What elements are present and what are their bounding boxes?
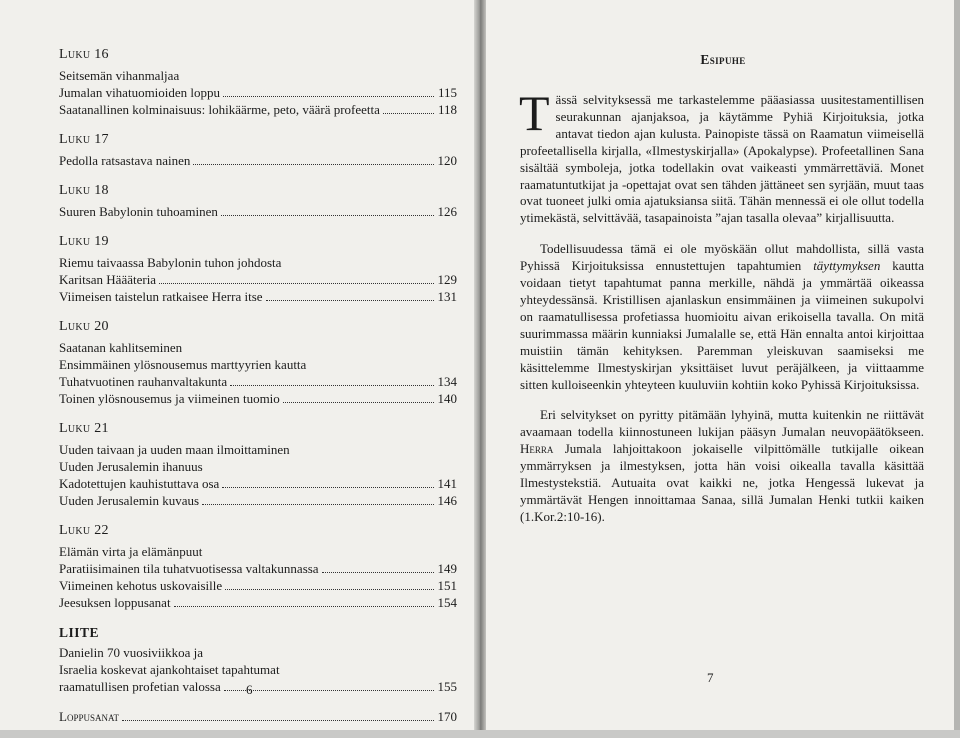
- chapter-heading: Luku 21: [59, 421, 109, 436]
- foreword-title: Esipuhe: [700, 52, 746, 67]
- toc-entry-title: Tuhatvuotinen rauhanvaltakunta: [59, 374, 228, 389]
- foreword-paragraph-1: [519, 85, 924, 227]
- toc-chapter-group: [59, 46, 457, 118]
- page-number-right: 7: [707, 670, 714, 685]
- dot-leader: [193, 153, 434, 165]
- toc-entry: [59, 577, 457, 594]
- toc-chapter-group: [59, 182, 457, 220]
- chapter-heading: Luku 20: [59, 319, 109, 334]
- dot-leader: [223, 85, 434, 97]
- toc-entry: [59, 492, 457, 509]
- dot-leader: [202, 493, 434, 505]
- dot-leader: [383, 102, 434, 114]
- toc-entry-title: Jeesuksen loppusanat: [59, 595, 171, 610]
- appendix-group: [59, 624, 457, 695]
- toc-entry-title: Uuden taivaan ja uuden maan ilmoittaminen: [59, 442, 290, 457]
- toc-entry-title: Uuden Jerusalemin kuvaus: [59, 493, 200, 508]
- paragraph-3-text-b: Jumala lahjoittakoon jokaiselle vilpittömälle tutkijalle oikean ymmärryksen ja ilmestyksen, jotta hän voisi oikealla tavalla käsittää Ilmestystekstiä. Autuaita ovat kaikki ne, jotka Hengessä lukevat ja ymmärtävät Hengen innoittamaa Sanaa, sillä Jumalan Henki tutkii kaiken (1.Kor.2:10-16).: [520, 441, 924, 524]
- toc-entry-title: Toinen ylösnousemus ja viimeinen tuomio: [59, 391, 280, 406]
- paragraph-2-text-b: kautta voidaan tietyt tapahtumat panna merkille, nähdä ja ymmärtää oikeassa yhteydessänsä. Kristillisen ajanlaskun ensimmäinen ja viimeinen sukupolvi on raamatullisessa profetiassa huomioitu aivan erikoisella tavalla. On mitä suurimmassa määrin kunniaksi Jumalalle se, että Hän ennalta antoi kirjoittaa muistiin tämän kehityksen. Paremman yleiskuvan saamiseksi me käsittelemme Ilmestyskirjan yksittäiset luvut peräjälkeen, ja viittaamme sitten kulloiseenkin yhteyteen kuuluviin kohtiin koko Pyhissä Kirjoituksissa.: [520, 258, 925, 392]
- toc-entry-title: Seitsemän vihanmaljaa: [59, 68, 180, 83]
- toc-entry-title: Pedolla ratsastava nainen: [59, 153, 191, 168]
- toc-page-number: 154: [437, 595, 457, 610]
- left-page: [0, 0, 474, 730]
- toc-page-number: 146: [437, 493, 457, 508]
- table-of-contents: [59, 46, 457, 738]
- dot-leader: [283, 391, 434, 403]
- dot-leader: [230, 374, 434, 386]
- toc-page-number: 170: [437, 709, 457, 724]
- appendix-heading: LIITE: [59, 625, 100, 640]
- toc-entry: [59, 356, 457, 373]
- paragraph-1-text: ässä selvityksessä me tarkastelemme pääasiassa uusitestamentillisen seurakunnan ajanjaksoa, ja käytämme Pyhiä Kirjoituksia, jotka antavat tiedon ajan kulusta. Painopiste tässä on Raamatun viimeisellä profeetallisella kirjalla, «Ilmestyskirjalla» (Apokalypse). Profeetallinen Sana sisältää symboleja, jotka todellakin ovat vaikeasti ymmärrettäviä. Monet raamatuntutkijat ja -opettajat ovat sen tähden jättäneet sen syrjään, muut taas ovat tuoneet julki omia ajatuksiansa siitä. Tähän mennessä ei ole ollut todella ytimekästä, selvittävää, tasapainoista ”ajan tasalla olevaa” kirjallisuutta.: [520, 92, 924, 226]
- toc-entry: [59, 678, 457, 695]
- toc-entry: [59, 203, 457, 220]
- toc-entry: [59, 644, 457, 661]
- toc-page-number: 134: [437, 374, 457, 389]
- toc-entry-title: Ensimmäinen ylösnousemus marttyyrien kautta: [59, 357, 307, 372]
- toc-entry: [59, 288, 457, 305]
- drop-cap-letter: T: [519, 85, 550, 141]
- toc-entry-title: Israelia koskevat ajankohtaiset tapahtumat: [59, 662, 280, 677]
- toc-entry: [59, 84, 457, 101]
- toc-entry: [59, 271, 457, 288]
- toc-entry: [59, 708, 457, 725]
- toc-page-number: 115: [437, 85, 457, 100]
- toc-entry-title: Elämän virta ja elämänpuut: [59, 544, 203, 559]
- toc-chapter-group: [59, 318, 457, 407]
- toc-entry: [59, 101, 457, 118]
- toc-page-number: 129: [437, 272, 457, 287]
- toc-page-number: 155: [437, 679, 457, 694]
- foreword-body: [519, 85, 925, 540]
- toc-entry-title: Jumalan vihatuomioiden loppu: [59, 85, 221, 100]
- dot-leader: [224, 679, 434, 691]
- dot-leader: [159, 272, 434, 284]
- toc-page-number: 131: [437, 289, 457, 304]
- book-gutter: [474, 0, 486, 730]
- toc-entry: [59, 390, 457, 407]
- chapter-heading: Luku 19: [59, 234, 109, 249]
- book-edge: [954, 0, 960, 730]
- dot-leader: [222, 476, 434, 488]
- chapter-heading: Luku 17: [59, 132, 109, 147]
- toc-page-number: 120: [437, 153, 457, 168]
- dot-leader: [322, 561, 434, 573]
- toc-entry: [59, 67, 457, 84]
- toc-chapter-group: [59, 420, 457, 509]
- toc-page-number: 126: [437, 204, 457, 219]
- toc-entry: [59, 254, 457, 271]
- toc-entry: [59, 475, 457, 492]
- toc-page-number: 141: [437, 476, 457, 491]
- toc-page-number: 118: [437, 102, 457, 117]
- toc-entry-title: Kadotettujen kauhistuttava osa: [59, 476, 220, 491]
- right-page: [486, 0, 960, 730]
- toc-entry: [59, 373, 457, 390]
- dot-leader: [122, 709, 434, 721]
- toc-entry: [59, 543, 457, 560]
- toc-entry-title: Uuden Jerusalemin ihanuus: [59, 459, 203, 474]
- toc-chapter-group: [59, 233, 457, 305]
- toc-page-number: 151: [437, 578, 457, 593]
- toc-entry: [59, 560, 457, 577]
- toc-entry: [59, 441, 457, 458]
- toc-entry: [59, 661, 457, 678]
- toc-entry: [59, 152, 457, 169]
- toc-entry: [59, 594, 457, 611]
- dot-leader: [266, 289, 434, 301]
- closing-group: [59, 708, 457, 725]
- toc-entry: [59, 339, 457, 356]
- toc-entry-title: Saatanan kahlitseminen: [59, 340, 183, 355]
- toc-page-number: 140: [437, 391, 457, 406]
- paragraph-2-italic-word: täyttymyksen: [813, 258, 881, 274]
- toc-entry-title: raamatullisen profetian valossa: [59, 679, 221, 694]
- toc-entry-title: Loppusanat: [59, 709, 119, 724]
- paragraph-3-herra: Herra: [520, 441, 554, 457]
- paragraph-3-text-a: Eri selvitykset on pyritty pitämään lyhyinä, mutta kuitenkin ne riittävät avaamaan todella kiinnostuneen lukijan pääsyn Jumalan neuvopäätökseen.: [520, 407, 924, 440]
- toc-entry: [59, 458, 457, 475]
- toc-entry-title: Karitsan Häääteria: [59, 272, 157, 287]
- toc-entry-title: Paratiisimainen tila tuhatvuotisessa valtakunnassa: [59, 561, 319, 576]
- chapter-heading: Luku 16: [59, 47, 109, 62]
- toc-entry-title: Saatanallinen kolminaisuus: lohikäärme, peto, väärä profeetta: [59, 102, 380, 117]
- dot-leader: [225, 578, 434, 590]
- toc-entry-title: Viimeinen kehotus uskovaisille: [59, 578, 223, 593]
- chapter-heading: Luku 22: [59, 523, 109, 538]
- toc-chapter-group: [59, 131, 457, 169]
- toc-chapter-group: [59, 522, 457, 611]
- paragraph-2-text-a: Todellisuudessa tämä ei ole myöskään ollut mahdollista, sillä vasta Pyhissä Kirjoituksissa ennustettujen tapahtumien: [520, 241, 924, 274]
- toc-entry-title: Viimeisen taistelun ratkaisee Herra itse: [59, 289, 263, 304]
- dot-leader: [221, 204, 434, 216]
- foreword-paragraph-2: [520, 241, 924, 393]
- toc-entry-title: Suuren Babylonin tuhoaminen: [59, 204, 218, 219]
- toc-page-number: 149: [437, 561, 457, 576]
- page-number-left: 6: [246, 682, 253, 697]
- toc-entry-title: Danielin 70 vuosiviikkoa ja: [59, 645, 204, 660]
- toc-entry-title: Riemu taivaassa Babylonin tuhon johdosta: [59, 255, 282, 270]
- foreword-paragraph-3: [520, 407, 924, 525]
- chapter-heading: Luku 18: [59, 183, 109, 198]
- dot-leader: [174, 595, 434, 607]
